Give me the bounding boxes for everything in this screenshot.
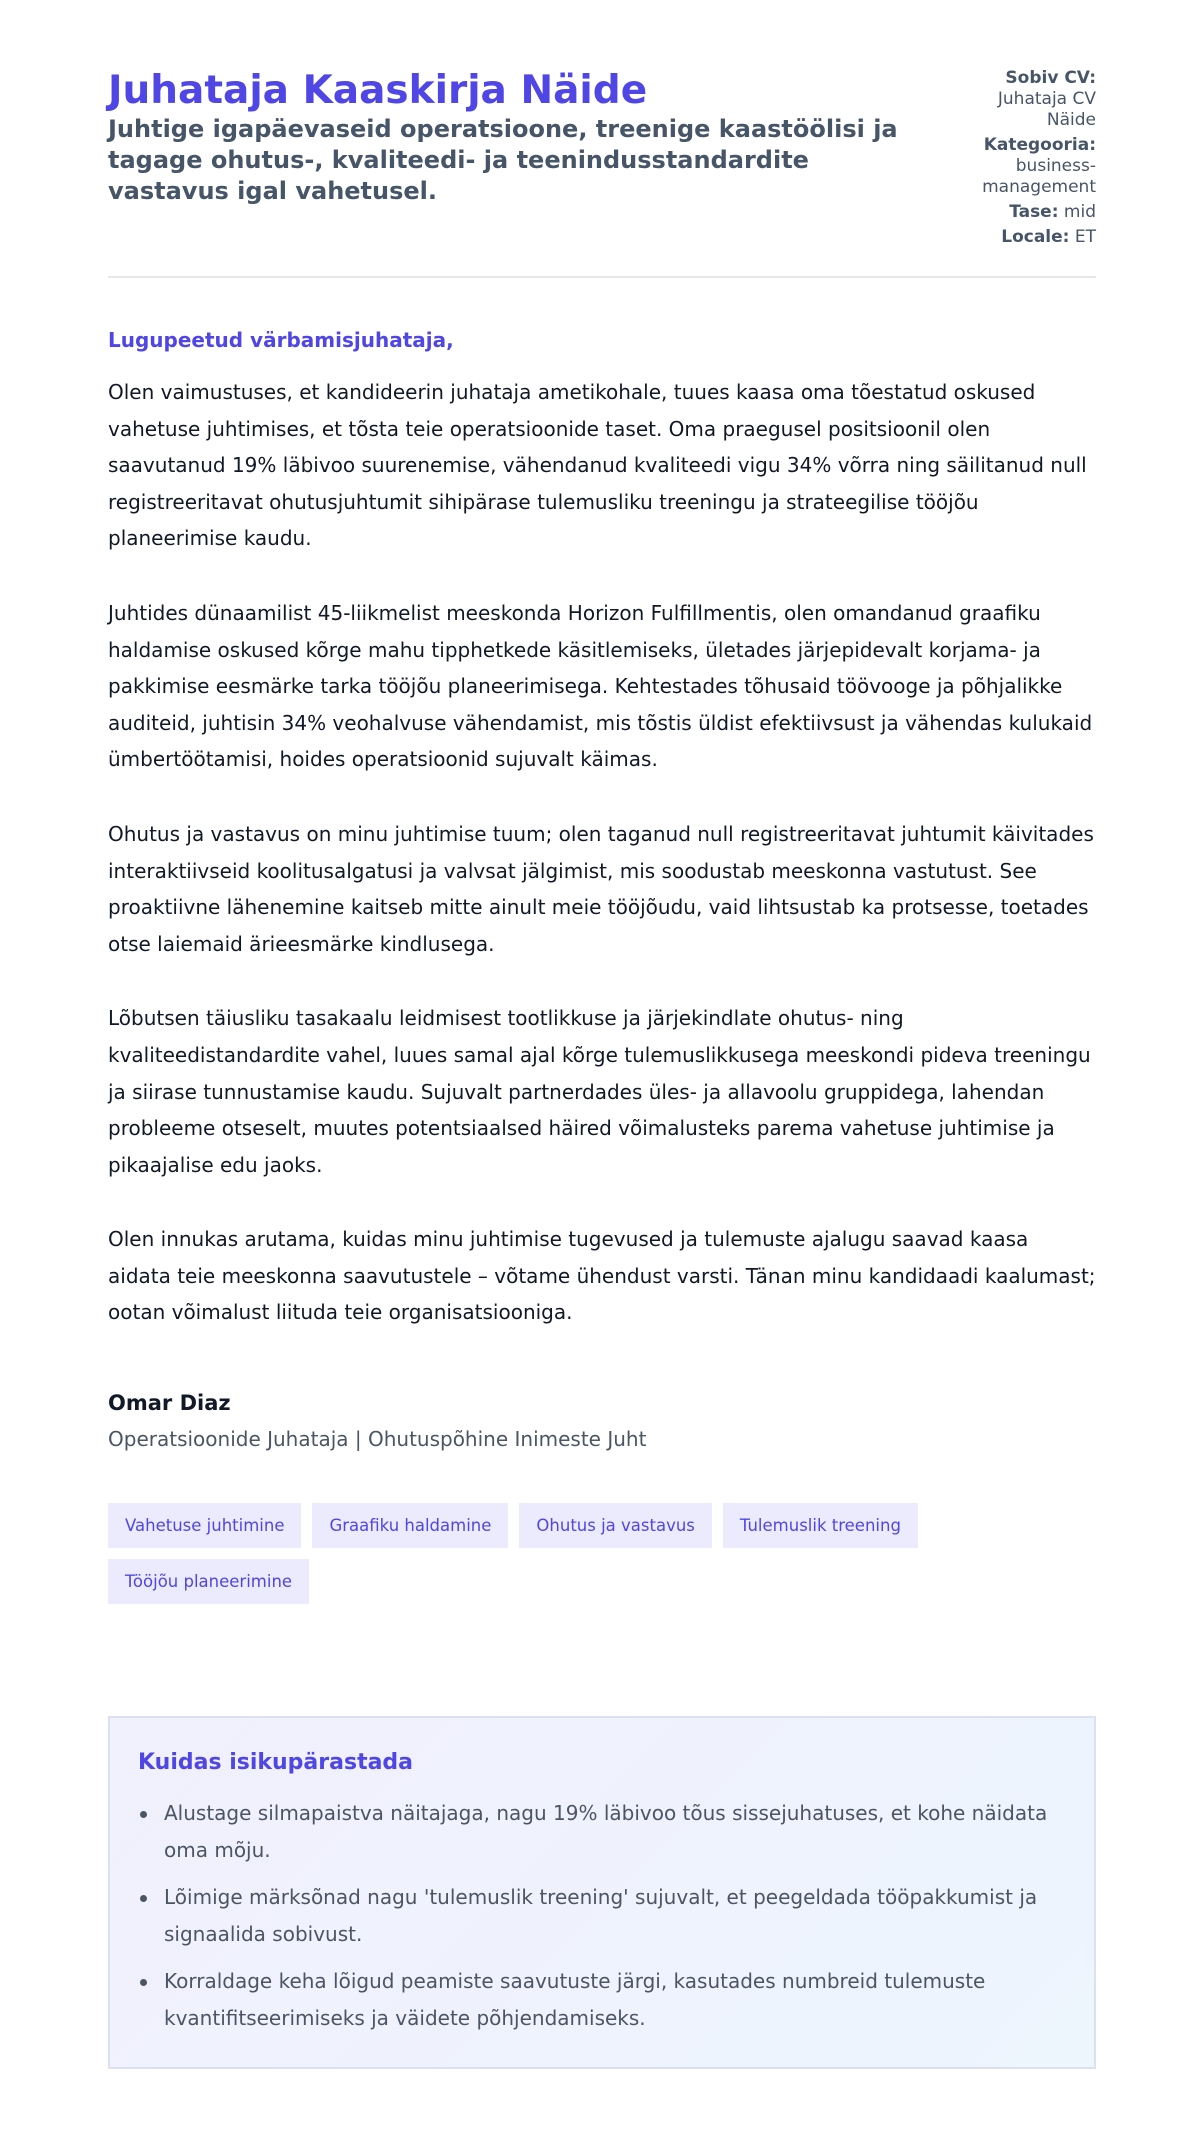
skill-tag: Ohutus ja vastavus bbox=[519, 1503, 711, 1548]
meta-label: Locale: bbox=[1001, 227, 1070, 247]
page-header bbox=[108, 68, 1096, 278]
tip-item: Korraldage keha lõigud peamiste saavutuste järgi, kasutades numbreid tulemuste kvantifitseerimiseks ja väidete põhjendamiseks. bbox=[138, 1963, 1066, 2037]
page-title: Juhataja Kaaskirja Näide bbox=[108, 68, 648, 113]
greeting: Lugupeetud värbamisjuhataja, bbox=[108, 328, 454, 352]
skill-tag: Tööjõu planeerimine bbox=[108, 1559, 309, 1604]
skill-tag: Graafiku haldamine bbox=[312, 1503, 508, 1548]
letter-paragraph: Olen vaimustuses, et kandideerin juhataja ametikohale, tuues kaasa oma tõestatud oskused vahetuse juhtimises, et tõsta teie operatsioonide taset. Oma praegusel positsioonil olen saavutanud 19% läbivoo suurenemise, vähendanud kvaliteedi vigu 34% võrra ning säilitanud null registreeritavat ohutusjuhtumit sihipärase tulemusliku treeningu ja strateegilise tööjõu planeerimise kaudu. bbox=[108, 380, 1087, 551]
letter-paragraph: Ohutus ja vastavus on minu juhtimise tuum; olen taganud null registreeritavat juhtumit käivitades interaktiivseid koolitusalgatusi ja valvsat jälgimist, mis soodustab meeskonna vastutust. See proaktiivne lähenemine kaitseb mitte ainult meie tööjõudu, vaid lihtsustab ka protsesse, toetades otse laiemaid ärieesmärke kindlusega. bbox=[108, 821, 1094, 956]
letter-paragraph: Lõbutsen täiusliku tasakaalu leidmisest tootlikkuse ja järjekindlate ohutus- ning kvaliteedistandardite vahel, luues samal ajal kõrge tulemuslikkusega meeskondi pideva treeningu ja siirase tunnustamise kaudu. Sujuvalt partnerdades üles- ja allavoolu gruppidega, lahendan probleeme otseselt, muutes potentsiaalsed häired võimalusteks parema vahetuse juhtimise ja pikaajalise edu jaoks. bbox=[108, 1006, 1091, 1177]
letter-paragraph: Juhtides dünaamilist 45-liikmelist meeskonda Horizon Fulfillmentis, olen omandanud graafiku haldamise oskused kõrge mahu tipphetkede käsitlemiseks, ületades järjepidevalt korjama- ja pakkimise eesmärke tarka tööjõu planeerimisega. Kehtestades tõhusaid töövooge ja põhjalikke auditeid, juhtisin 34% veohalvuse vähendamist, mis tõstis üldist efektiivsust ja vähendas kulukaid ümbertöötamisi, hoides operatsioonid sujuvalt käimas. bbox=[108, 600, 1093, 772]
skill-tag: Tulemuslik treening bbox=[723, 1503, 918, 1548]
skill-tag: Vahetuse juhtimine bbox=[108, 1503, 301, 1548]
meta-label: Tase: bbox=[1009, 202, 1059, 222]
letter-paragraph: Olen innukas arutama, kuidas minu juhtimise tugevused ja tulemuste ajalugu saavad kaasa aidata teie meeskonna saavutustele – võtame ühendust varsti. Tänan minu kandidaadi kaalumast; ootan võimalust liituda teie organisatsiooniga. bbox=[108, 1227, 1096, 1325]
meta-value: ET bbox=[1074, 227, 1096, 247]
meta-label: Kategooria: bbox=[983, 135, 1096, 155]
skill-tags bbox=[108, 1503, 988, 1604]
meta-label: Sobiv CV: bbox=[1005, 68, 1096, 88]
tips-list bbox=[138, 1795, 1066, 2037]
meta-info bbox=[956, 68, 1096, 246]
meta-value: business-management bbox=[982, 156, 1096, 197]
meta-value: mid bbox=[1063, 202, 1096, 222]
tips-box bbox=[108, 1716, 1096, 2069]
signature-title: Operatsioonide Juhataja | Ohutuspõhine Inimeste Juht bbox=[108, 1427, 647, 1452]
tips-title: Kuidas isikupärastada bbox=[138, 1750, 414, 1775]
tip-item: Alustage silmapaistva näitajaga, nagu 19% läbivoo tõus sissejuhatuses, et kohe näidata oma mõju. bbox=[138, 1795, 1066, 1869]
tip-item: Lõimige märksõnad nagu 'tulemuslik treening' sujuvalt, et peegeldada tööpakkumist ja signaalida sobivust. bbox=[138, 1879, 1066, 1953]
signature-name: Omar Diaz bbox=[108, 1391, 231, 1416]
meta-value: Juhataja CV Näide bbox=[997, 89, 1096, 130]
page-subtitle: Juhtige igapäevaseid operatsioone, treenige kaastöölisi ja tagage ohutus-, kvaliteedi- ja teenindusstandardite vastavus igal vahetusel. bbox=[108, 115, 898, 205]
